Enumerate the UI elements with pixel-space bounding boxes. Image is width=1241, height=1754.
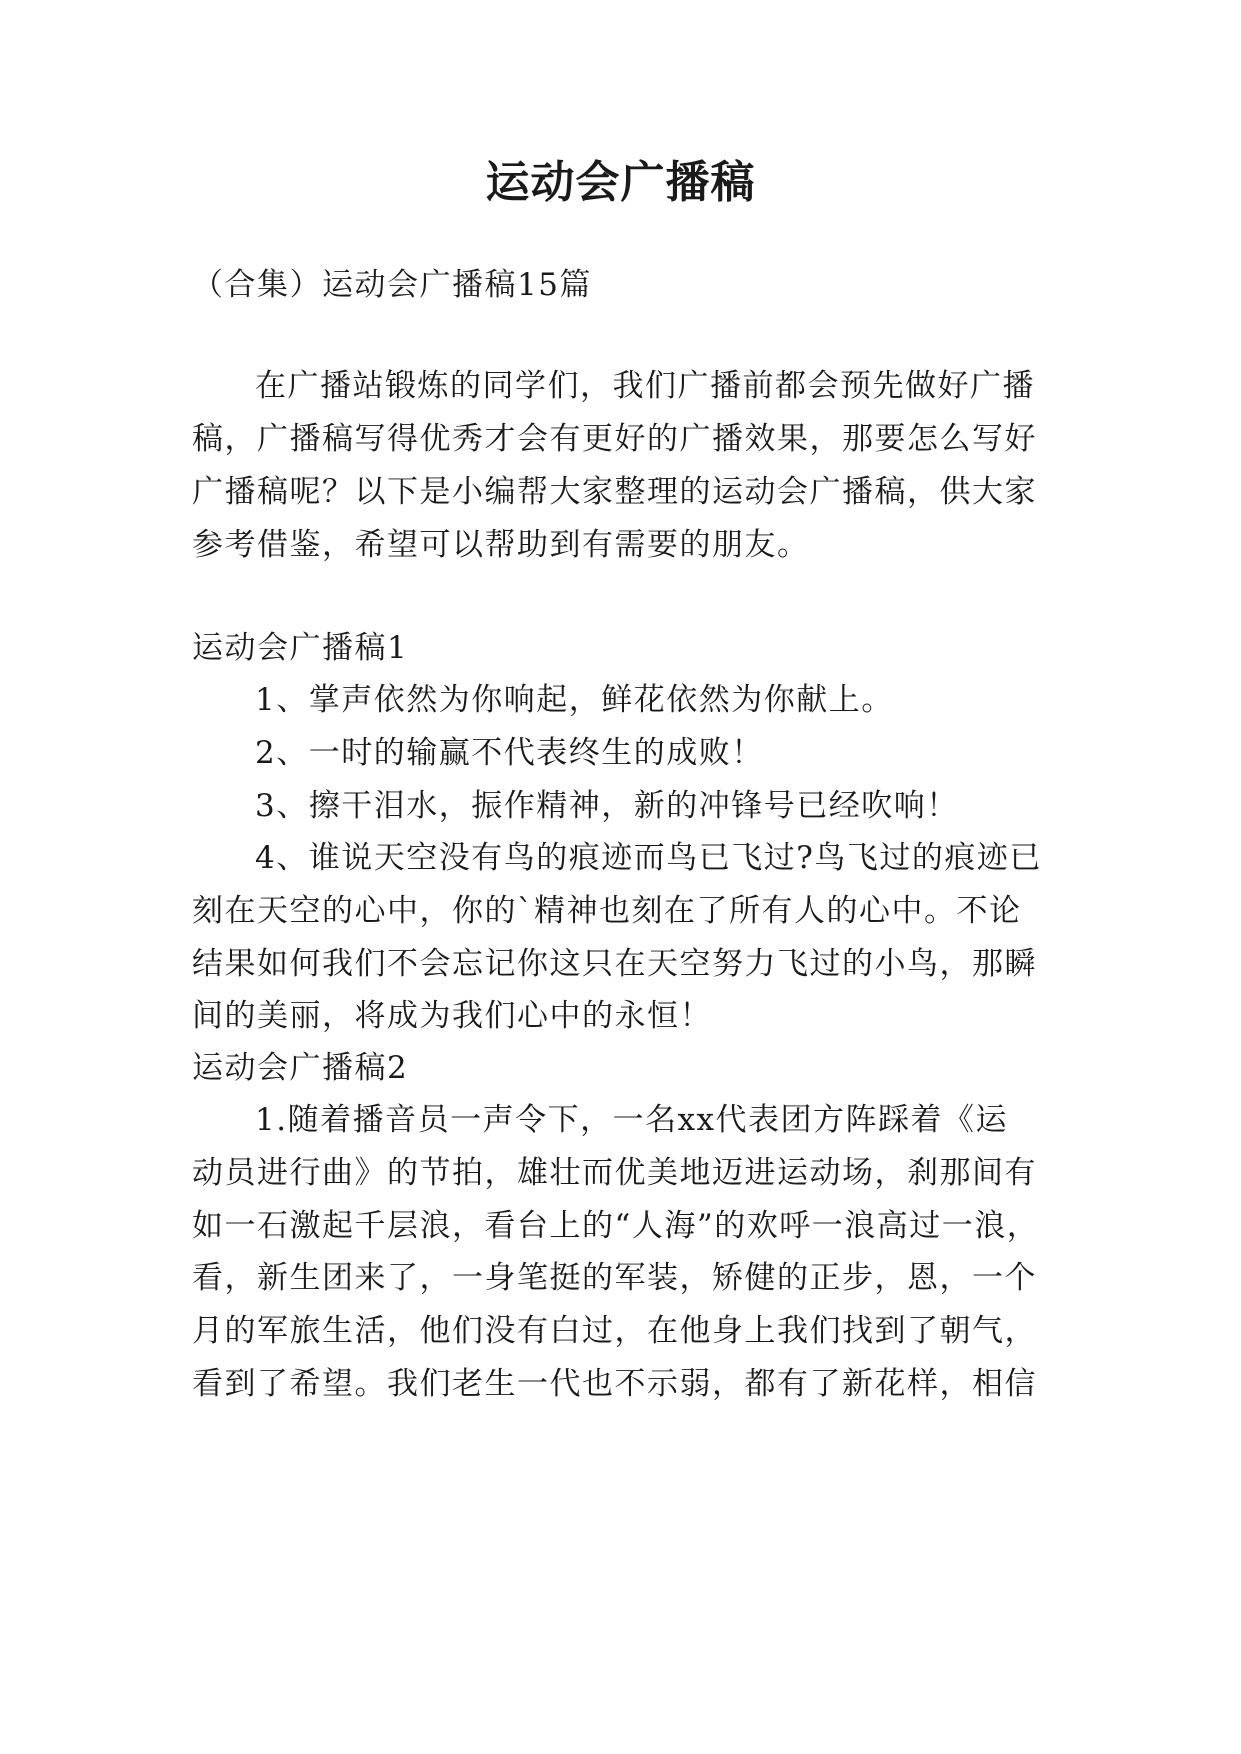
section-heading: 运动会广播稿2 <box>192 1050 409 1086</box>
section-line: 如一石激起千层浪，看台上的“人海”的欢呼一浪高过一浪， <box>192 1208 1040 1244</box>
section-line: 看到了希望。我们老生一代也不示弱，都有了新花样，相信 <box>192 1366 1037 1402</box>
section-line: 结果如何我们不会忘记你这只在天空努力飞过的小鸟，那瞬 <box>192 946 1037 982</box>
section-line: 1、掌声依然为你响起，鲜花依然为你献上。 <box>255 682 894 718</box>
section-line: 月的军旅生活，他们没有白过，在他身上我们找到了朝气， <box>192 1313 1037 1349</box>
section-line: 1.随着播音员一声令下，一名xx代表团方阵踩着《运 <box>255 1102 1009 1138</box>
section-line: 3、擦干泪水，振作精神，新的冲锋号已经吹响！ <box>255 788 959 824</box>
intro-line: 参考借鉴，希望可以帮助到有需要的朋友。 <box>192 527 810 563</box>
intro-line: 广播稿呢？以下是小编帮大家整理的运动会广播稿，供大家 <box>192 474 1037 510</box>
section-line: 动员进行曲》的节拍，雄壮而优美地迈进运动场，刹那间有 <box>192 1155 1037 1191</box>
document-title: 运动会广播稿 <box>485 157 756 208</box>
section-heading: 运动会广播稿1 <box>192 630 409 666</box>
section-line: 间的美丽，将成为我们心中的永恒！ <box>192 998 712 1034</box>
section-line: 2、一时的输赢不代表终生的成败！ <box>255 735 764 771</box>
intro-line: 稿，广播稿写得优秀才会有更好的广播效果，那要怎么写好 <box>192 421 1037 457</box>
section-line: 看，新生团来了，一身笔挺的军装，矫健的正步，恩，一个 <box>192 1260 1037 1296</box>
document-subtitle: （合集）运动会广播稿15篇 <box>192 267 592 303</box>
section-line: 刻在天空的心中，你的`精神也刻在了所有人的心中。不论 <box>192 893 1022 929</box>
intro-line: 在广播站锻炼的同学们，我们广播前都会预先做好广播 <box>255 368 1035 404</box>
section-line: 4、谁说天空没有鸟的痕迹而鸟已飞过?鸟飞过的痕迹已 <box>255 840 1042 876</box>
